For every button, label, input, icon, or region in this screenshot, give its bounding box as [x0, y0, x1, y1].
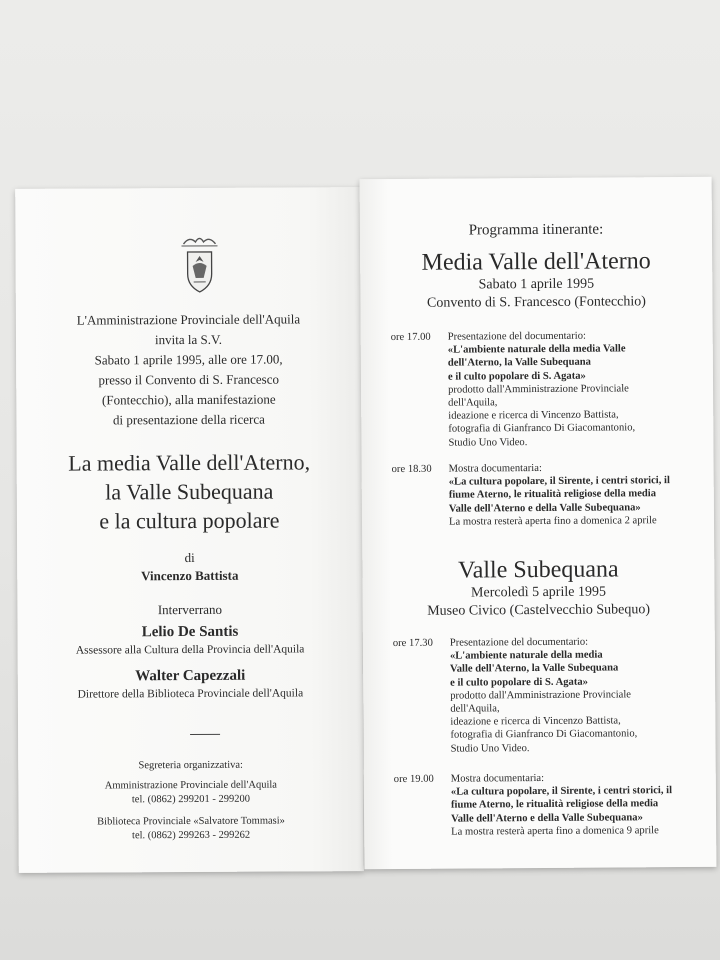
section2-date: Mercoledì 5 aprile 1995	[470, 584, 606, 601]
event-time: ore 19.00	[393, 773, 434, 786]
program-heading: Programma itinerante:	[468, 221, 604, 239]
intro-line: di presentazione della ricerca	[112, 411, 265, 428]
speaker2-name: Walter Capezzali	[135, 667, 246, 685]
event-item	[391, 461, 706, 528]
event-line: prodotto dall'Amministrazione Provinciale	[448, 383, 629, 396]
event-line: prodotto dall'Amministrazione Provinciale	[450, 689, 632, 702]
event-line: «La cultura popolare, il Sirente, i centri storici, il	[448, 475, 670, 488]
intro-line: Sabato 1 aprile 1995, alle ore 17.00,	[94, 351, 283, 368]
research-title-line: e la cultura popolare	[99, 507, 280, 534]
event-line: ideazione e ricerca di Vincenzo Battista,	[450, 715, 621, 728]
event-line: Studio Uno Video.	[450, 742, 530, 755]
section2-place: Museo Civico (Castelvecchio Subequo)	[427, 602, 651, 619]
section1-date: Sabato 1 aprile 1995	[478, 276, 595, 293]
event-line: Presentazione del documentario:	[447, 330, 587, 343]
event-item	[393, 771, 708, 838]
secretariat-label: Segreteria organizzativa:	[138, 759, 243, 772]
program-right-panel	[360, 177, 717, 869]
event-line: dell'Aquila,	[448, 397, 498, 409]
event-line: dell'Aquila,	[450, 703, 500, 715]
event-line: e il culto popolare di S. Agata»	[447, 370, 586, 383]
contact1-tel: tel. (0862) 299201 - 299200	[131, 793, 251, 806]
speaker1-name: Lelio De Santis	[141, 623, 239, 641]
research-title-line: la Valle Subequana	[105, 478, 274, 505]
event-line: ideazione e ricerca di Vincenzo Battista,	[448, 409, 619, 422]
event-line: Studio Uno Video.	[448, 436, 528, 449]
event-line: Mostra documentaria:	[448, 462, 542, 475]
intro-line: (Fontecchio), alla manifestazione	[101, 391, 276, 408]
event-line: «L'ambiente naturale della media	[449, 649, 603, 662]
event-line: Presentazione del documentario:	[449, 636, 589, 649]
event-line: e il culto popolare di S. Agata»	[450, 676, 588, 689]
event-line: fiume Aterno, le ritualità religiose della media	[448, 488, 657, 502]
event-line: Valle dell'Aterno e della Valle Subequana»	[448, 501, 641, 515]
event-item	[390, 329, 705, 449]
event-line: fiume Aterno, le ritualità religiose della media	[450, 798, 659, 812]
speaker2-role: Direttore della Biblioteca Provinciale dell'Aquila	[77, 687, 304, 701]
event-item	[392, 635, 707, 755]
event-time: ore 17.30	[392, 637, 433, 650]
divider	[190, 734, 220, 735]
event-line: fotografia di Gianfranco Di Giacomantonio,	[448, 422, 636, 436]
intro-line: invita la S.V.	[154, 331, 223, 348]
event-line: Mostra documentaria:	[450, 772, 545, 785]
invitation-left-panel	[15, 187, 364, 873]
event-line: La mostra resterà aperta fino a domenica 9 aprile	[451, 824, 659, 838]
contact2-tel: tel. (0862) 299263 - 299262	[132, 829, 251, 842]
event-line: La mostra resterà aperta fino a domenica 2 aprile	[448, 514, 657, 528]
event-time: ore 18.30	[391, 463, 432, 476]
research-title-line: La media Valle dell'Aterno,	[68, 449, 311, 476]
event-line: Valle dell'Aterno, la Valle Subequana	[449, 662, 619, 676]
event-time: ore 17.00	[390, 331, 431, 344]
event-line: fotografia di Gianfranco Di Giacomantonio,	[450, 728, 638, 742]
event-line: dell'Aterno, la Valle Subequana	[447, 357, 591, 370]
intro-line: L'Amministrazione Provinciale dell'Aquila	[76, 311, 301, 328]
speakers-label: Interverrano	[157, 601, 223, 618]
event-line: Valle dell'Aterno e della Valle Subequana»	[451, 811, 643, 825]
contact2-name: Biblioteca Provinciale «Salvatore Tommasi»	[97, 815, 285, 828]
speaker1-role: Assessore alla Cultura della Provincia dell'Aquila	[75, 643, 305, 657]
section1-place: Convento di S. Francesco (Fontecchio)	[426, 294, 646, 311]
event-line: «La cultura popolare, il Sirente, i centri storici, il	[450, 785, 673, 798]
provincial-crest-icon	[175, 234, 223, 296]
section2-title: Valle Subequana	[457, 556, 619, 584]
event-line: «L'ambiente naturale della media Valle	[447, 343, 626, 356]
author-name: Vincenzo Battista	[141, 567, 239, 584]
contact1-name: Amministrazione Provinciale dell'Aquila	[104, 779, 277, 792]
by-label: di	[184, 549, 195, 566]
intro-line: presso il Convento di S. Francesco	[98, 371, 280, 388]
section1-title: Media Valle dell'Aterno	[421, 248, 651, 276]
